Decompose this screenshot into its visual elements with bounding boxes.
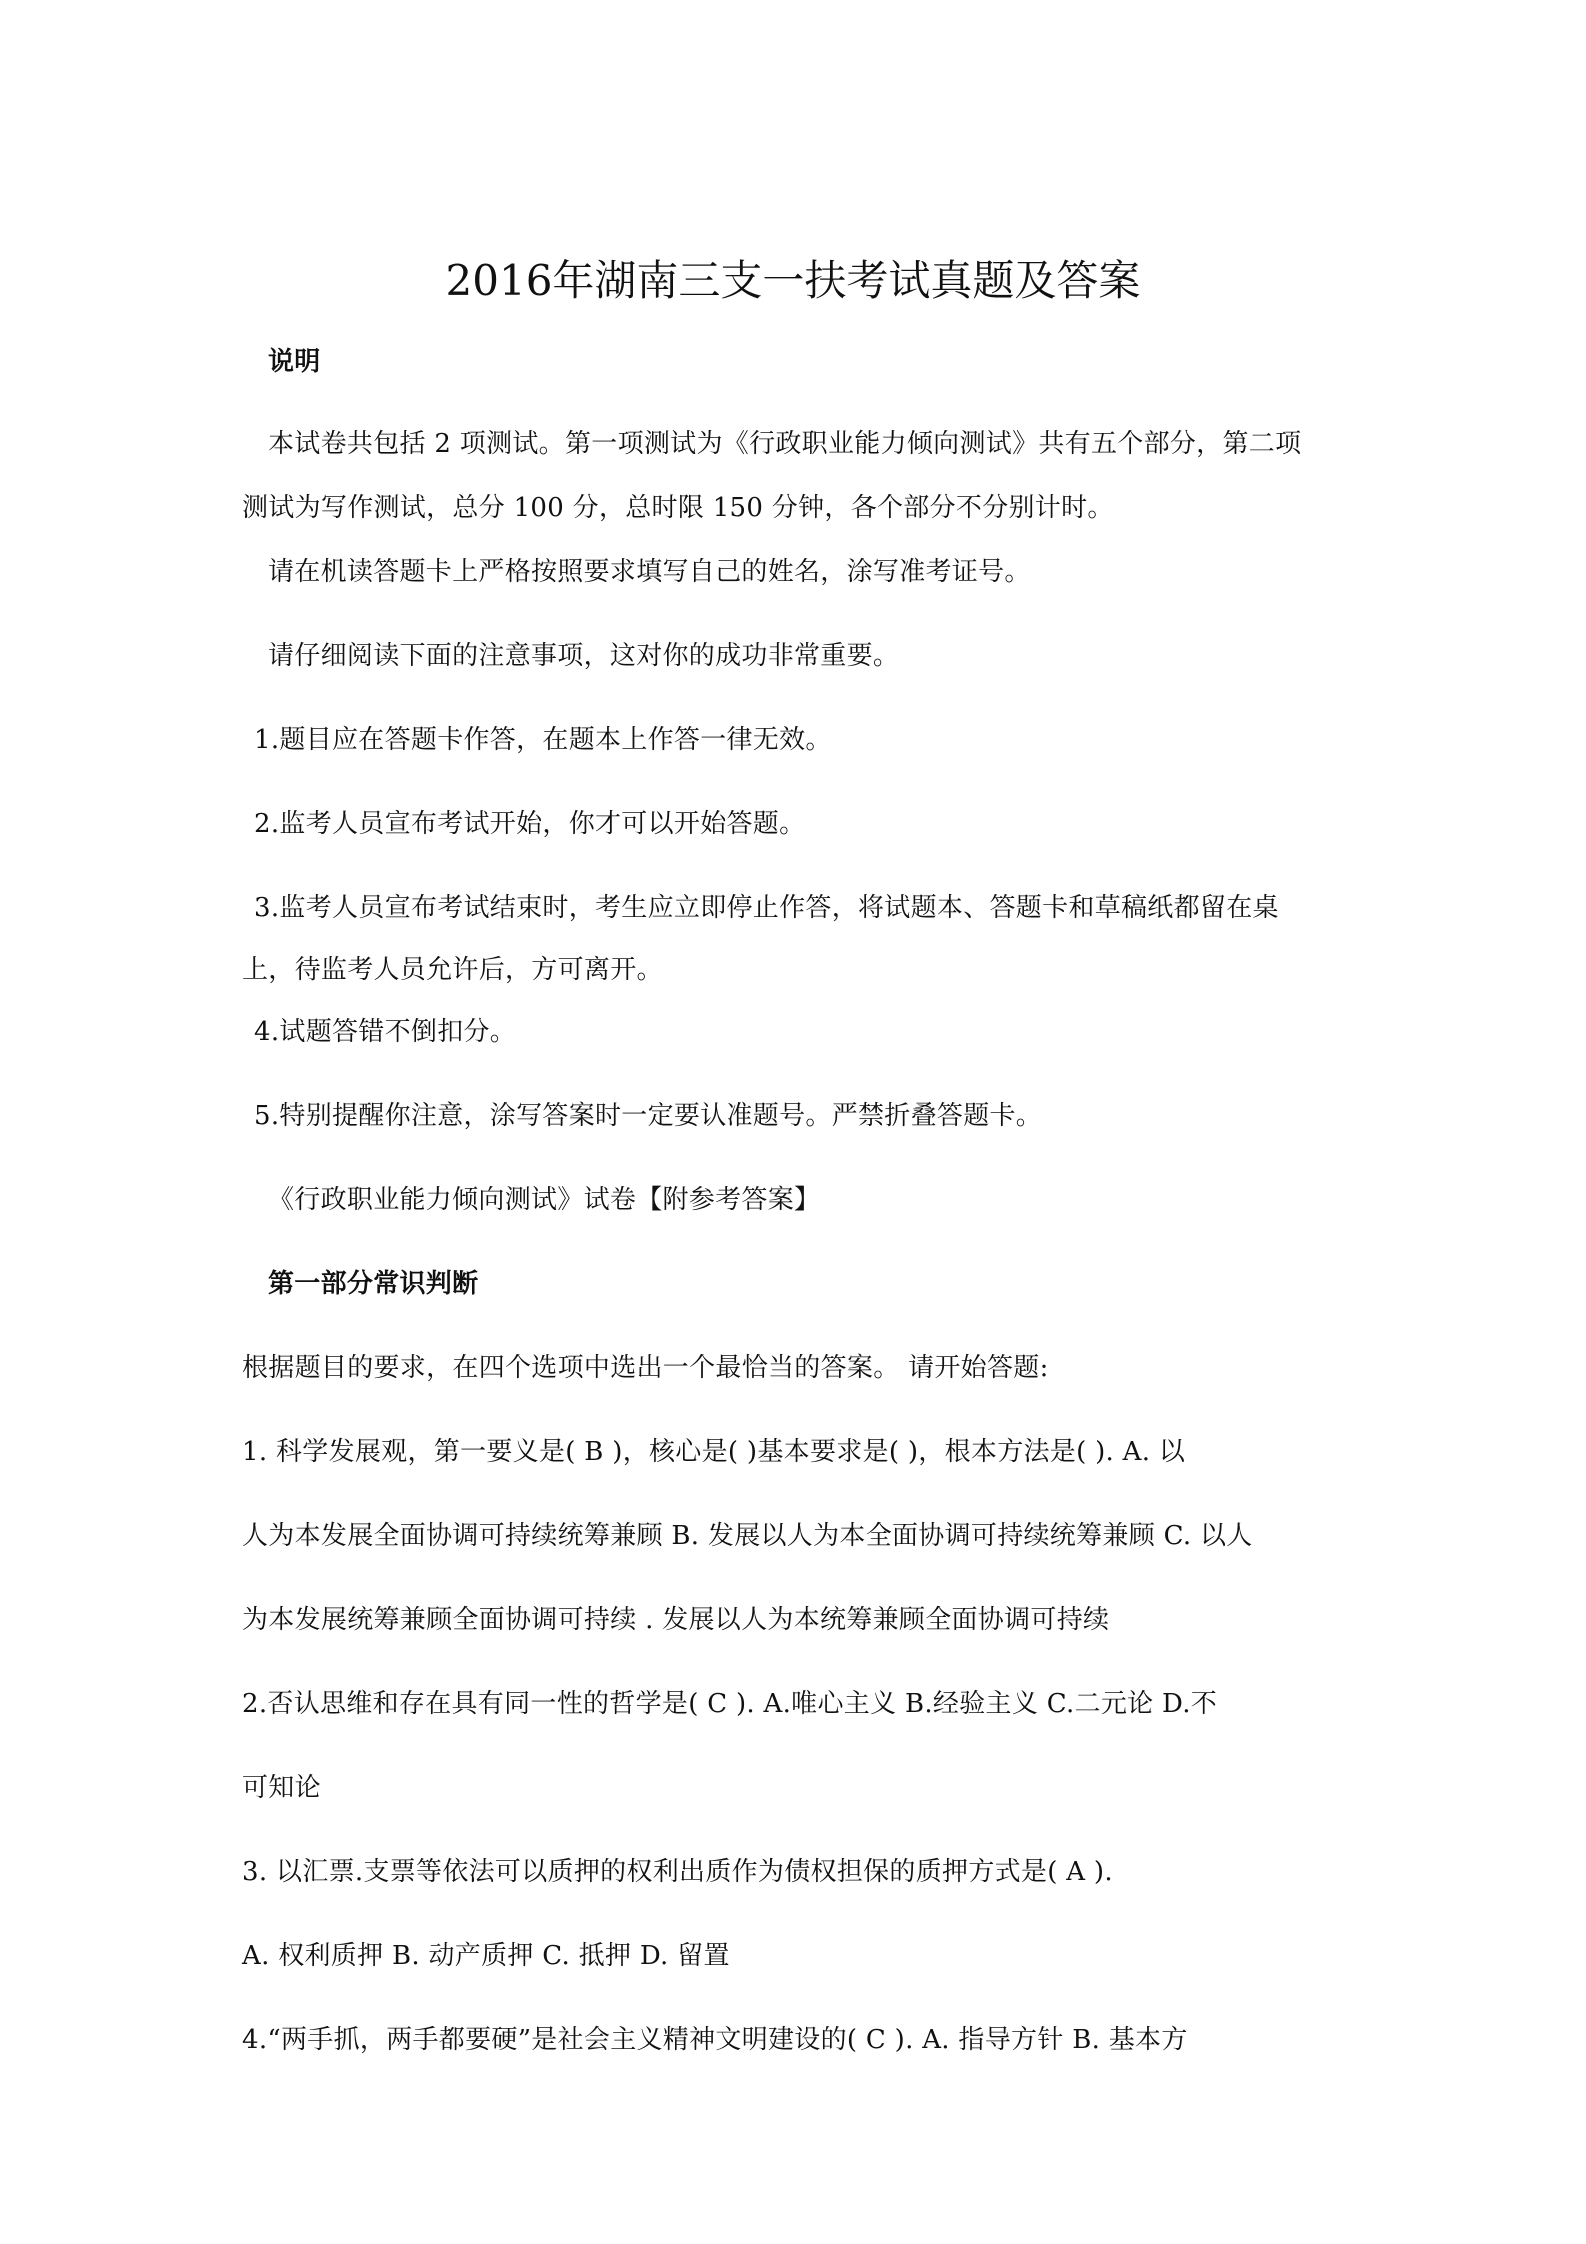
note-item: 5.特别提醒你注意，涂写答案时一定要认准题号。严禁折叠答题卡。 <box>254 1101 1043 1131</box>
question-line: 4.“两手抓，两手都要硬”是社会主义精神文明建设的( C ). A. 指导方针 B. 基本方 <box>242 2025 1188 2055</box>
note-item: 4.试题答错不倒扣分。 <box>254 1017 517 1047</box>
question-line: 3. 以汇票.支票等依法可以质押的权利出质作为债权担保的质押方式是( A ). <box>242 1857 1113 1887</box>
intro-line: 请仔细阅读下面的注意事项，这对你的成功非常重要。 <box>268 641 900 671</box>
question-line: 可知论 <box>242 1773 321 1803</box>
instruction-text: 根据题目的要求，在四个选项中选出一个最恰当的答案。 请开始答题: <box>242 1353 1049 1383</box>
question-line: 人为本发展全面协调可持续统筹兼顾 B. 发展以人为本全面协调可持续统筹兼顾 C. 以人 <box>242 1521 1253 1551</box>
question-line: 为本发展统筹兼顾全面协调可持续 . 发展以人为本统筹兼顾全面协调可持续 <box>242 1605 1110 1635</box>
document-title: 2016年湖南三支一扶考试真题及答案 <box>445 256 1141 305</box>
part1-heading: 第一部分常识判断 <box>268 1269 479 1299</box>
intro-line: 本试卷共包括 2 项测试。第一项测试为《行政职业能力倾向测试》共有五个部分，第二项 <box>268 429 1302 459</box>
section-heading: 说明 <box>268 347 321 377</box>
note-item: 3.监考人员宣布考试结束时，考生应立即停止作答，将试题本、答题卡和草稿纸都留在桌 <box>254 893 1279 923</box>
note-item: 1.题目应在答题卡作答，在题本上作答一律无效。 <box>254 725 832 755</box>
intro-line: 测试为写作测试，总分 100 分，总时限 150 分钟，各个部分不分别计时。 <box>242 493 1114 523</box>
paper-title: 《行政职业能力倾向测试》试卷【附参考答案】 <box>268 1185 821 1215</box>
question-line: 2.否认思维和存在具有同一性的哲学是( C ). A.唯心主义 B.经验主义 C.二元论 D.不 <box>242 1689 1218 1719</box>
note-item: 2.监考人员宣布考试开始，你才可以开始答题。 <box>254 809 806 839</box>
question-line: A. 权利质押 B. 动产质押 C. 抵押 D. 留置 <box>242 1941 730 1971</box>
note-item: 上，待监考人员允许后，方可离开。 <box>242 955 663 985</box>
intro-line: 请在机读答题卡上严格按照要求填写自己的姓名，涂写准考证号。 <box>268 557 1031 587</box>
question-line: 1. 科学发展观，第一要义是( B )，核心是( )基本要求是( )，根本方法是( ). A. 以 <box>242 1437 1186 1467</box>
